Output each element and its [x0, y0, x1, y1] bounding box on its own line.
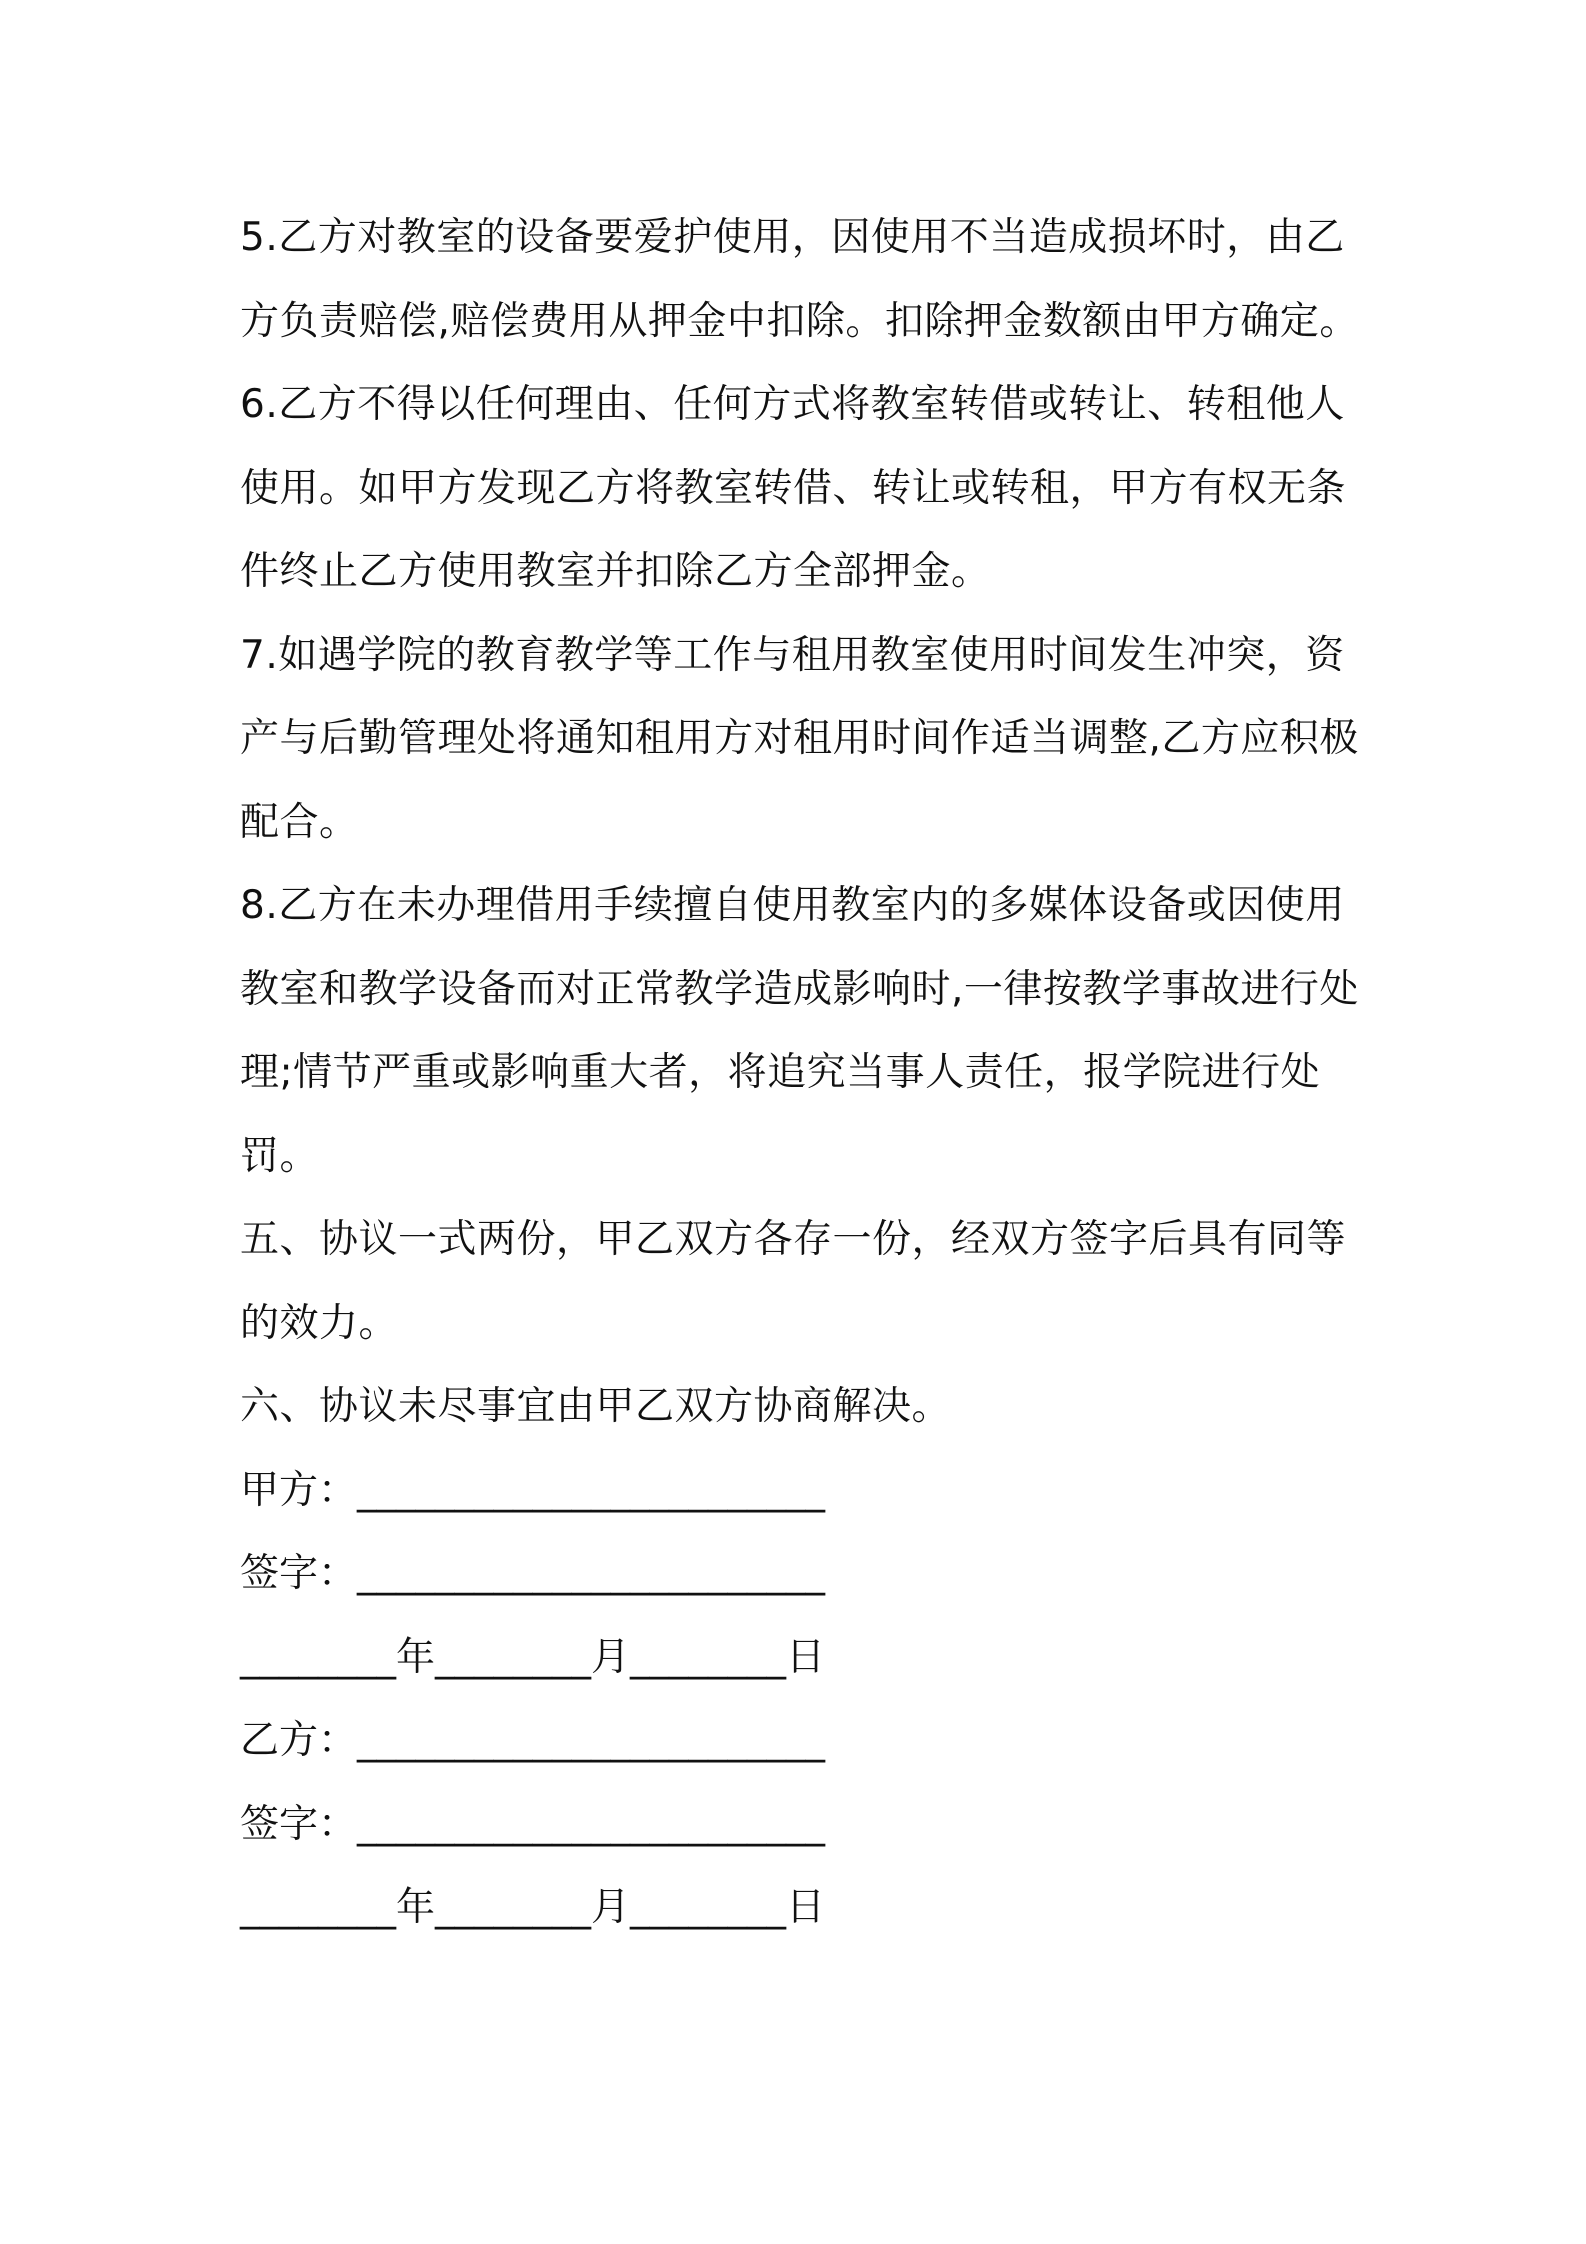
party-b-date-line: ________年________月________日: [240, 1885, 826, 1930]
document-page: [240, 196, 1360, 1950]
party-a-sign-line: 签字：________________________: [240, 1551, 826, 1596]
section-5-copies: 五、协议一式两份，甲乙双方各存一份，经双方签字后具有同等的效力。: [240, 1217, 1347, 1346]
party-b-sign-line: 签字：________________________: [240, 1801, 826, 1847]
clause-5: 5.乙方对教室的设备要爱护使用，因使用不当造成损坏时，由乙方负责赔偿,赔偿费用从押金中扣除。扣除押金数额由甲方确定。: [240, 215, 1359, 344]
party-b-line: 乙方：________________________: [240, 1718, 826, 1763]
section-6-unresolved-matters: 六、协议未尽事宜由甲乙双方协商解决。: [240, 1384, 952, 1429]
party-a-line: 甲方：________________________: [240, 1467, 826, 1513]
clause-7: 7.如遇学院的教育教学等工作与租用教室使用时间发生冲突，资产与后勤管理处将通知租用方对租用时间作适当调整,乙方应积极配合。: [240, 632, 1359, 845]
party-a-date-line: ________年________月________日: [240, 1634, 826, 1680]
clause-8: 8.乙方在未办理借用手续擅自使用教室内的多媒体设备或因使用教室和教学设备而对正常教学造成影响时,一律按教学事故进行处理;情节严重或影响重大者，将追究当事人责任，报学院进行处罚。: [240, 883, 1359, 1179]
signature-block: [240, 1449, 1360, 1950]
clause-6: 6.乙方不得以任何理由、任何方式将教室转借或转让、转租他人使用。如甲方发现乙方将教室转借、转让或转租，甲方有权无条件终止乙方使用教室并扣除乙方全部押金。: [240, 382, 1347, 594]
